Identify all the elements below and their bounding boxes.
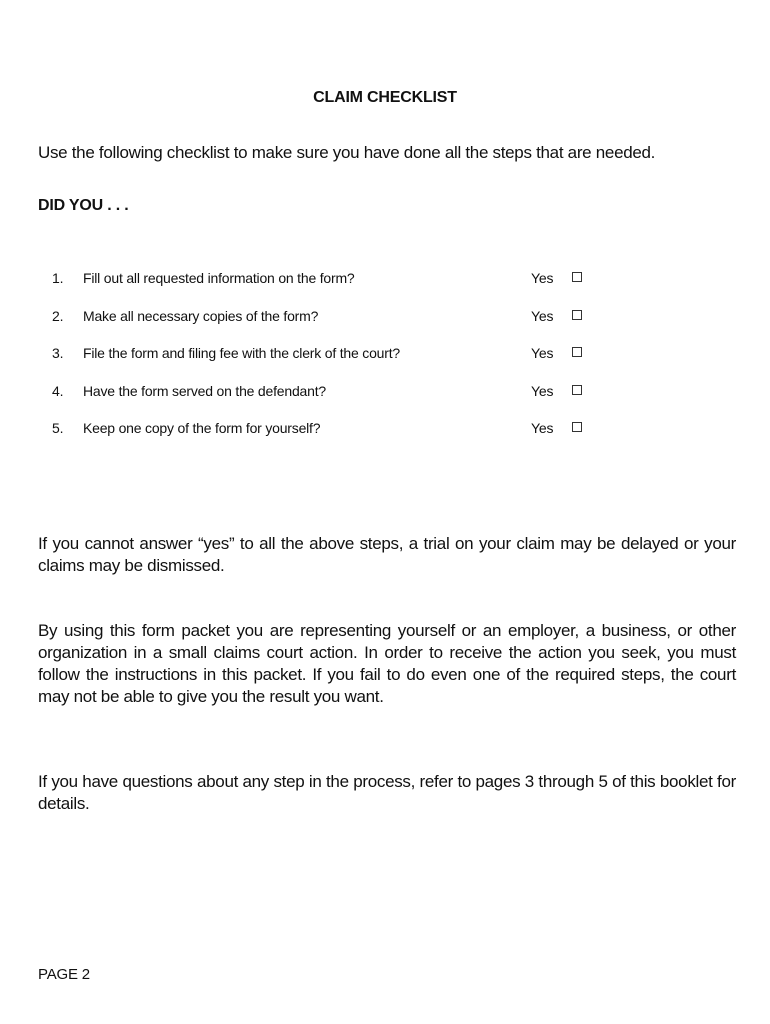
checklist-item-yes-label: Yes <box>531 420 554 436</box>
checklist-item-yes-label: Yes <box>531 307 554 324</box>
checklist-item-1 <box>0 270 770 308</box>
checklist-item-number: 2. <box>52 307 64 324</box>
checklist-item-4 <box>0 383 770 421</box>
questions-paragraph: If you have questions about any step in the process, refer to pages 3 through 5 of this booklet for details. <box>38 772 736 813</box>
checklist-item-text: File the form and filing fee with the clerk of the court? <box>83 345 400 361</box>
did-you-heading: DID YOU . . . <box>38 197 129 214</box>
intro-text: Use the following checklist to make sure you have done all the steps that are needed. <box>38 143 656 162</box>
checklist <box>0 270 770 458</box>
checklist-item-yes-label: Yes <box>531 382 554 399</box>
page-title: CLAIM CHECKLIST <box>313 89 457 106</box>
page-number: PAGE 2 <box>38 966 90 983</box>
checklist-item-text: Have the form served on the defendant? <box>83 382 327 399</box>
checklist-item-number: 5. <box>52 420 64 436</box>
checklist-item-3 <box>0 345 770 383</box>
yes-checkbox[interactable] <box>572 272 582 282</box>
checklist-item-text: Fill out all requested information on the form? <box>83 270 355 286</box>
checklist-item-number: 4. <box>52 382 64 399</box>
checklist-item-text: Make all necessary copies of the form? <box>83 307 319 324</box>
warning-paragraph: If you cannot answer “yes” to all the above steps, a trial on your claim may be delayed or your claims may be dismissed. <box>38 534 736 575</box>
yes-checkbox[interactable] <box>572 422 582 432</box>
checklist-item-5 <box>0 420 770 458</box>
instructions-paragraph: By using this form packet you are representing yourself or an employer, a business, or other organization in a small claims court action. In order to receive the action you seek, you must follow the instructions in this packet. If you fail to do even one of the required steps, the court may not be able to give you the result you want. <box>38 621 736 706</box>
checklist-item-text: Keep one copy of the form for yourself? <box>83 420 321 436</box>
checklist-item-2 <box>0 308 770 346</box>
checklist-item-number: 1. <box>52 270 64 286</box>
checklist-item-yes-label: Yes <box>531 345 554 361</box>
yes-checkbox[interactable] <box>572 310 582 320</box>
checklist-item-number: 3. <box>52 345 64 361</box>
checklist-item-yes-label: Yes <box>531 270 554 286</box>
yes-checkbox[interactable] <box>572 347 582 357</box>
yes-checkbox[interactable] <box>572 385 582 395</box>
